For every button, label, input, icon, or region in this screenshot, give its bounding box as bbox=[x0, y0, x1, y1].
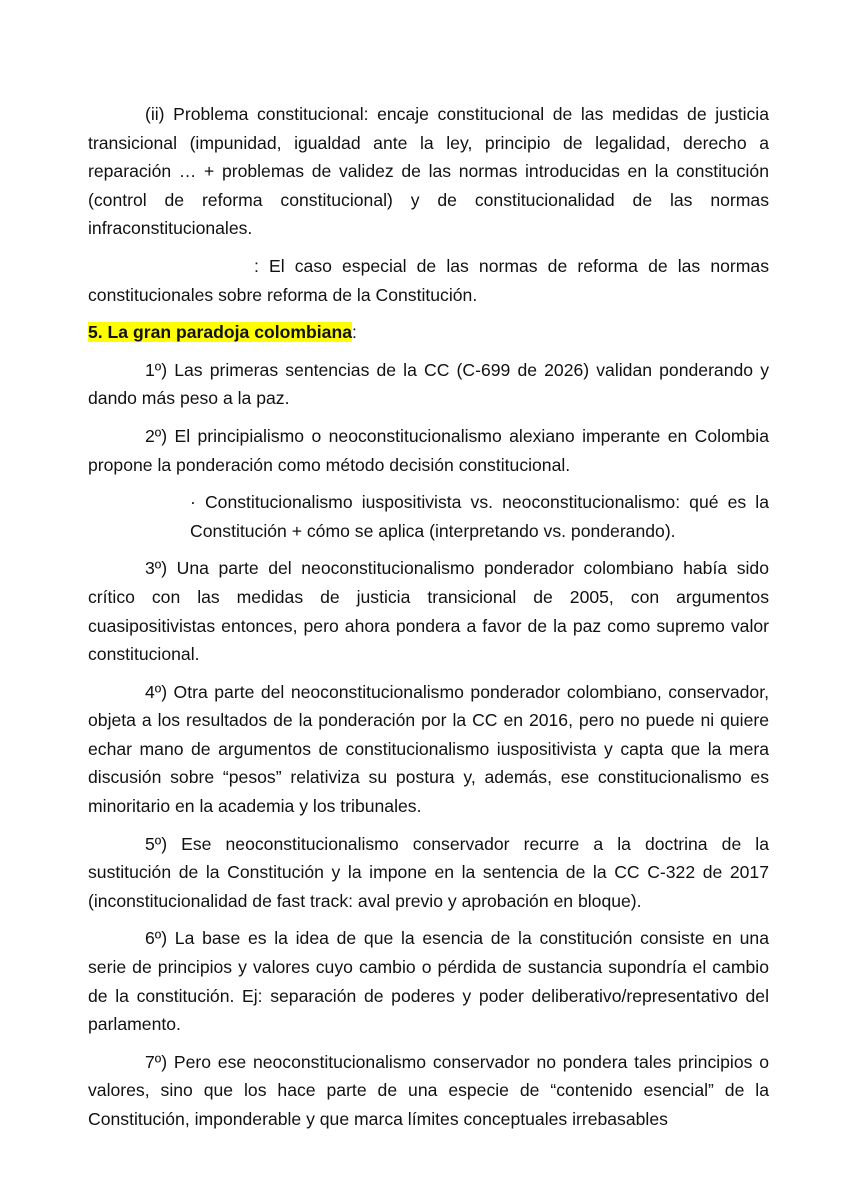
paragraph-caso-especial-text: : El caso especial de las normas de reforma de las normas constitucionales sobre reforma de la Constitución. bbox=[88, 255, 769, 305]
list-item-3: 3º) Una parte del neoconstitucionalismo ponderador colombiano había sido crítico con las medidas de justicia transicional de 2005, con argumentos cuasipositivistas entonces, pero ahora pondera a favor de la paz como supremo valor constitucional. bbox=[88, 558, 769, 665]
list-item-4: 4º) Otra parte del neoconstitucionalismo ponderador colombiano, conservador, objeta a los resultados de la ponderación por la CC en 2016, pero no puede ni quiere echar mano de argumentos de constitucionalismo iuspositivista y capta que la mera discusión sobre “pesos” relativiza su postura y, además, ese constitucionalismo es minoritario en la academia y los tribunales. bbox=[88, 681, 769, 817]
bullet-constitucionalismo: · Constitucionalismo iuspositivista vs. neoconstitucionalismo: qué es la Constitución + cómo se aplica (interpretando vs. ponderando). bbox=[190, 492, 769, 541]
paragraph-caso-especial bbox=[88, 252, 769, 309]
list-item-6: 6º) La base es la idea de que la esencia de la constitución consiste en una serie de principios y valores cuyo cambio o pérdida de sustancia supondría el cambio de la constitución. Ej: separación de poderes y poder deliberativo/representativo del parlamento. bbox=[88, 928, 769, 1035]
section-heading-highlighted: 5. La gran paradoja colombiana bbox=[88, 322, 352, 343]
document-page bbox=[88, 100, 769, 1143]
list-item-2: 2º) El principialismo o neoconstitucionalismo alexiano imperante en Colombia propone la ponderación como método decisión constitucional. bbox=[88, 425, 769, 475]
section-heading-colon: : bbox=[351, 322, 357, 343]
paragraph-problema-constitucional: (ii) Problema constitucional: encaje constitucional de las medidas de justicia transicional (impunidad, igualdad ante la ley, principio de legalidad, derecho a reparación … + problemas de validez de las normas introducidas en la constitución (control de reforma constitucional) y de constitucionalidad de las normas infraconstitucionales. bbox=[88, 104, 769, 239]
list-item-1: 1º) Las primeras sentencias de la CC (C-699 de 2026) validan ponderando y dando más peso a la paz. bbox=[88, 359, 769, 409]
list-item-7: 7º) Pero ese neoconstitucionalismo conservador no pondera tales principios o valores, sino que los hace parte de una especie de “contenido esencial” de la Constitución, imponderable y que marca límites conceptuales irrebasables bbox=[88, 1051, 769, 1129]
list-item-5: 5º) Ese neoconstitucionalismo conservador recurre a la doctrina de la sustitución de la Constitución y la impone en la sentencia de la CC C-322 de 2017 (inconstitucionalidad de fast track: aval previo y aprobación en bloque). bbox=[88, 833, 769, 911]
section-heading bbox=[88, 318, 769, 347]
